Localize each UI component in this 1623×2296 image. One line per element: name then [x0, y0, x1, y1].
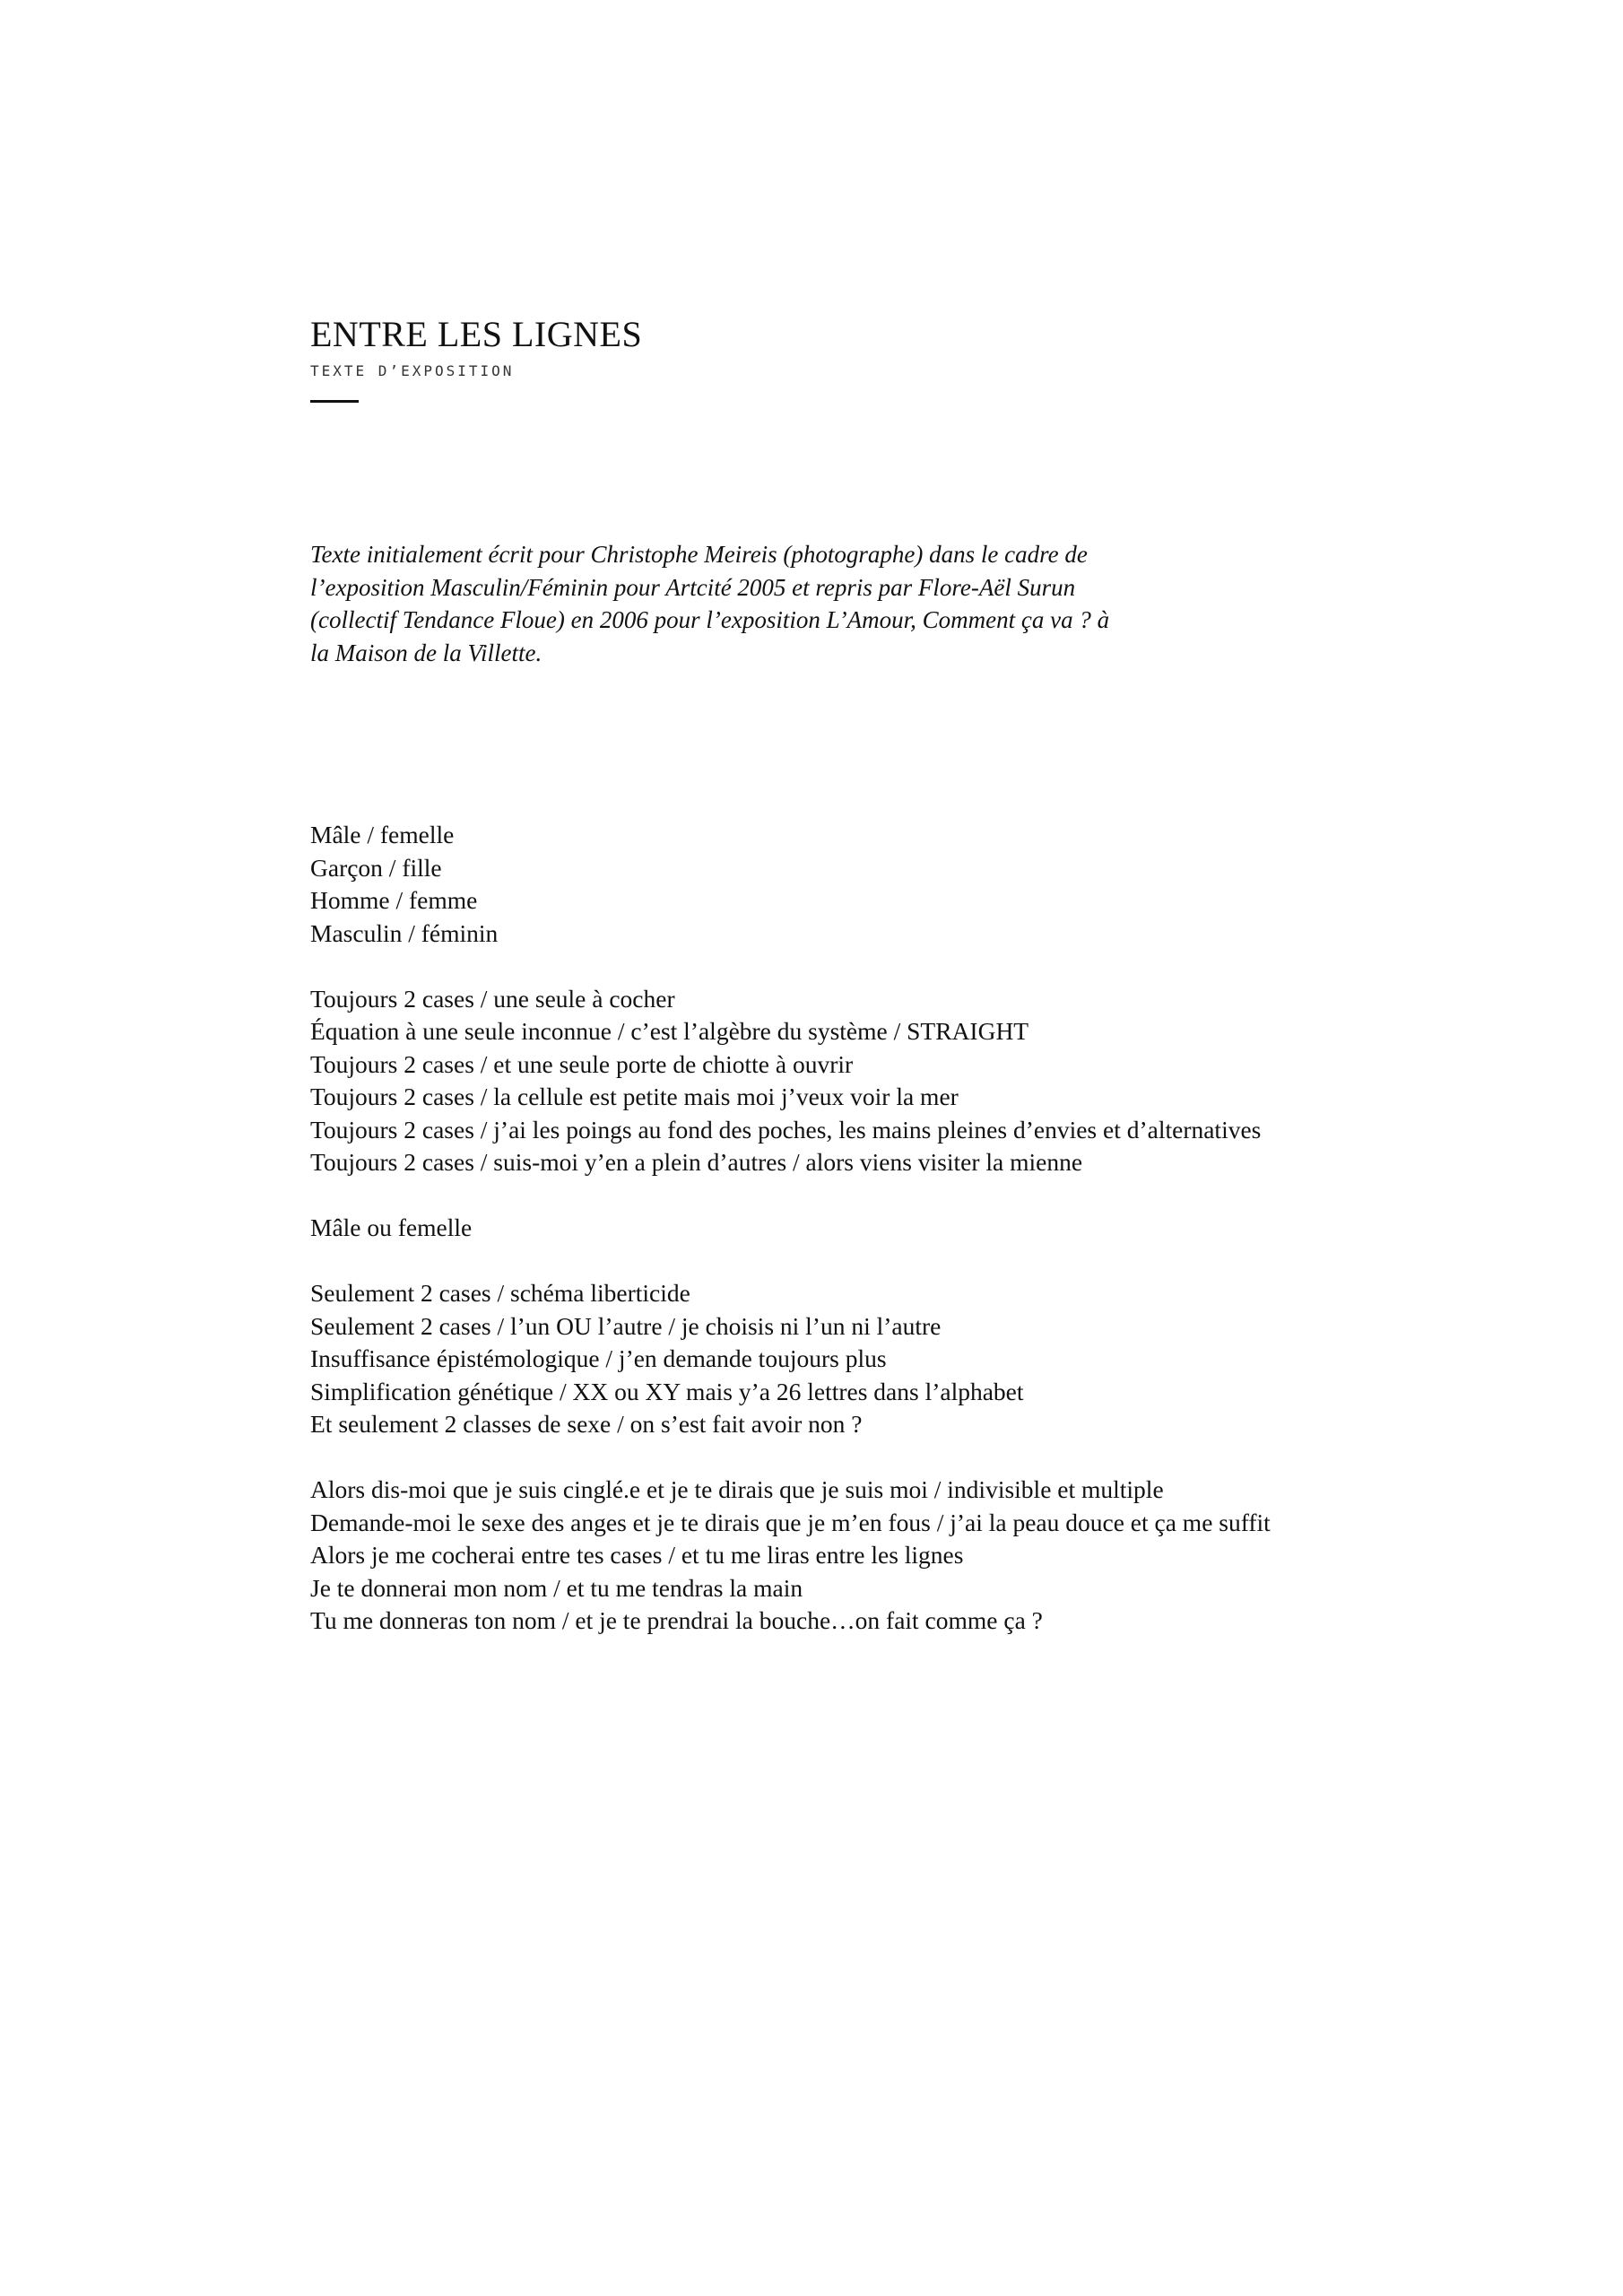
poem-line: Simplification génétique / XX ou XY mais y’a 26 lettres dans l’alphabet: [310, 1377, 1024, 1405]
poem-line: Je te donnerai mon nom / et tu me tendras la main: [310, 1573, 803, 1602]
poem-line: Tu me donneras ton nom / et je te prendrai la bouche…on fait comme ça ?: [310, 1606, 1043, 1634]
poem-stanza-2: [310, 983, 1476, 1179]
poem-stanza-1: [310, 819, 1476, 950]
document-subtitle: TEXTE D’EXPOSITION: [310, 362, 515, 379]
poem-line: Et seulement 2 classes de sexe / on s’est fait avoir non ?: [310, 1410, 863, 1438]
intro-line: la Maison de la Villette.: [310, 639, 542, 666]
intro-line: l’exposition Masculin/Féminin pour Artcité 2005 et repris par Flore-Aël Surun: [310, 573, 1076, 601]
poem-line: Toujours 2 cases / et une seule porte de chiotte à ouvrir: [310, 1049, 854, 1078]
poem-line: Alors je me cocherai entre tes cases / et tu me liras entre les lignes: [310, 1541, 964, 1569]
document-title: ENTRE LES LIGNES: [310, 314, 643, 354]
poem-stanza-4: [310, 1277, 1476, 1441]
intro-line: Texte initialement écrit pour Christophe Meireis (photographe) dans le cadre de: [310, 541, 1088, 568]
poem-line: Insuffisance épistémologique / j’en demande toujours plus: [310, 1344, 887, 1372]
poem-stanza-5: [310, 1474, 1476, 1638]
poem-stanza-3: [310, 1212, 1476, 1245]
poem-line: Toujours 2 cases / une seule à cocher: [310, 984, 675, 1013]
document-header: [310, 312, 1386, 403]
poem-line: Seulement 2 cases / schéma liberticide: [310, 1279, 690, 1307]
poem-line: Mâle / femelle: [310, 821, 455, 848]
poem-line: Équation à une seule inconnue / c’est l’algèbre du système / STRAIGHT: [310, 1017, 1029, 1045]
poem-line: Seulement 2 cases / l’un OU l’autre / je choisis ni l’un ni l’autre: [310, 1311, 942, 1340]
poem-line: Garçon / fille: [310, 853, 442, 882]
poem-line: Demande-moi le sexe des anges et je te dirais que je m’en fous / j’ai la peau douce et ça me suffit: [310, 1508, 1271, 1536]
poem-line: Toujours 2 cases / suis-moi y’en a plein d’autres / alors viens visiter la mienne: [310, 1148, 1083, 1176]
poem-line: Homme / femme: [310, 886, 478, 914]
title-divider: [310, 400, 359, 403]
poem-line: Masculin / féminin: [310, 918, 499, 947]
poem-body: [310, 819, 1476, 1670]
poem-line: Alors dis-moi que je suis cinglé.e et je te dirais que je suis moi / indivisible et multiple: [310, 1475, 1164, 1503]
intro-paragraph: [310, 538, 1207, 669]
poem-line: Mâle ou femelle: [310, 1213, 473, 1241]
intro-line: (collectif Tendance Floue) en 2006 pour l’exposition L’Amour, Comment ça va ? à: [310, 606, 1110, 633]
poem-line: Toujours 2 cases / j’ai les poings au fond des poches, les mains pleines d’envies et d’alternatives: [310, 1115, 1262, 1144]
poem-line: Toujours 2 cases / la cellule est petite mais moi j’veux voir la mer: [310, 1083, 959, 1110]
